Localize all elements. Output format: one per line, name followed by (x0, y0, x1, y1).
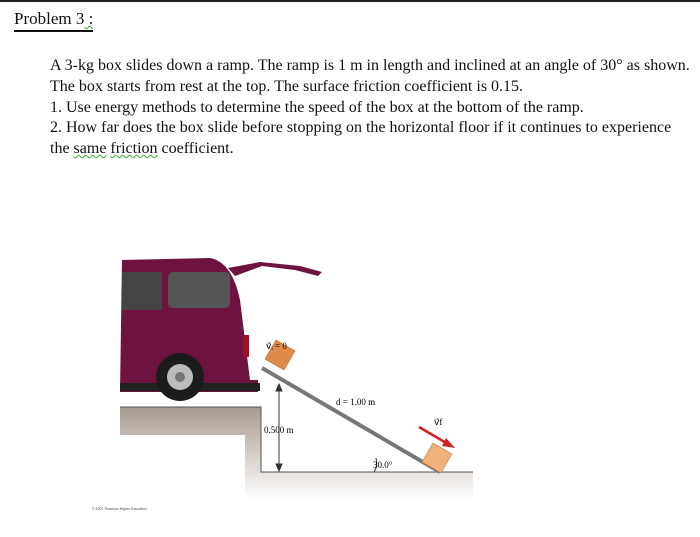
title-text: Problem 3 (14, 9, 85, 28)
box-bottom (422, 443, 452, 473)
problem-intro: A 3-kg box slides down a ramp. The ramp is 1 m in length and inclined at an angle of 30° as shown. The box starts from rest at the top. The surface friction coefficient is 0.15. (50, 57, 690, 95)
velocity-arrow (419, 427, 455, 448)
vi-label: v⃗ᵢ = 0 (266, 341, 287, 351)
height-label: 0.500 m (264, 425, 294, 435)
ground (120, 407, 473, 500)
q2-word-same: same (73, 140, 107, 158)
copyright: © 2007 Thomson Higher Education (92, 507, 147, 511)
vf-label: v⃗f (434, 417, 443, 427)
q2-word-friction: friction (110, 140, 158, 158)
ramp (262, 368, 443, 472)
question-1: 1. Use energy methods to determine the speed of the box at the bottom of the ramp. (50, 98, 584, 116)
q2-text: 2. How far does the box slide before stopping on the horizontal floor if it continues to experience the (50, 119, 672, 158)
d-label: d = 1.00 m (336, 397, 376, 407)
angle-label: 30.0° (373, 460, 393, 470)
q2-end: coefficient. (157, 140, 234, 158)
van (120, 258, 322, 401)
title-colon: : (84, 9, 94, 28)
